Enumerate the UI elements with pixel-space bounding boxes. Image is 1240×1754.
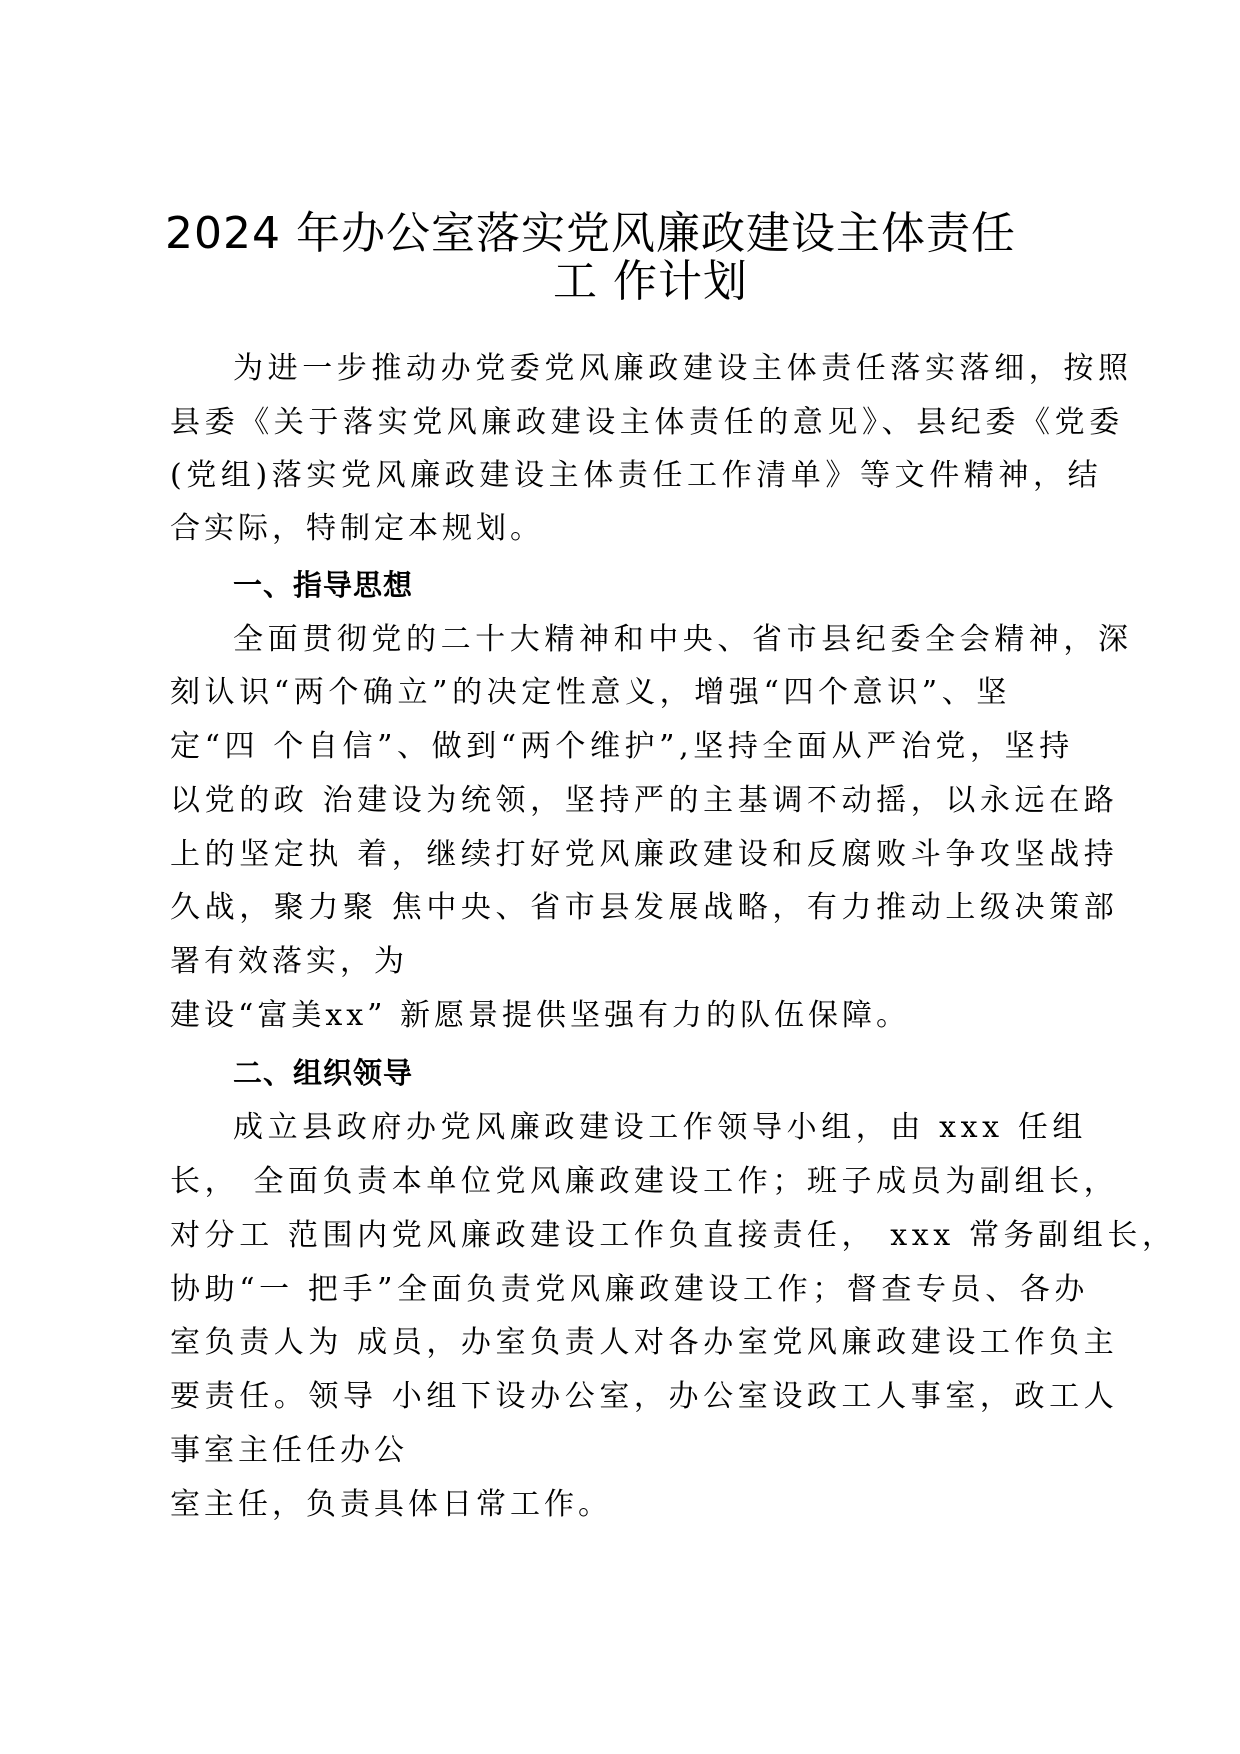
section1-line-5: 上的坚定执 着，继续打好党风廉政建设和反腐败斗争攻坚战持 [170, 837, 1119, 872]
section2-line-5: 室负责人为 成员，办室负责人对各办室党风廉政建设工作负主 [170, 1325, 1119, 1360]
section2-line-2: 长， 全面负责本单位党风廉政建设工作；班子成员为副组长， [170, 1164, 1119, 1199]
intro-line-4: 合实际，特制定本规划。 [170, 511, 544, 546]
section1-line-1: 全面贯彻党的二十大精神和中央、省市县纪委全会精神，深 [233, 622, 1133, 657]
section1-line-4: 以党的政 治建设为统领，坚持严的主基调不动摇，以永远在路 [170, 783, 1119, 818]
document-title-line-2: 工 作计划 [553, 256, 748, 307]
section-heading-organizational-leadership: 二、组织领导 [233, 1056, 414, 1090]
section-heading-guiding-ideology: 一、指导思想 [233, 568, 414, 602]
intro-line-2: 县委《关于落实党风廉政建设主体责任的意见》、县纪委《党委 [170, 405, 1124, 440]
section2-line-8: 室主任，负责具体日常工作。 [170, 1487, 612, 1522]
section2-line-6: 要责任。领导 小组下设办公室，办公室设政工人事室，政工人 [170, 1379, 1119, 1414]
section1-line-6: 久战，聚力聚 焦中央、省市县发展战略，有力推动上级决策部 [170, 890, 1119, 925]
section1-line-7: 署有效落实，为 [170, 944, 408, 979]
intro-line-1: 为进一步推动办党委党风廉政建设主体责任落实落细，按照 [233, 351, 1133, 386]
section1-line-3: 定“四 个自信”、做到“两个维护”,坚持全面从严治党，坚持 [170, 729, 1074, 764]
section1-line-8: 建设“富美xx” 新愿景提供坚强有力的队伍保障。 [170, 998, 911, 1033]
section2-line-3: 对分工 范围内党风廉政建设工作负直接责任， xxx 常务副组长， [170, 1218, 1177, 1253]
document-title-line-1: 2024 年办公室落实党风廉政建设主体责任 [165, 208, 1016, 259]
section1-line-2: 刻认识“两个确立”的决定性意义，增强“四个意识”、坚 [170, 675, 1011, 710]
section2-line-1: 成立县政府办党风廉政建设工作领导小组，由 xxx 任组 [233, 1110, 1088, 1145]
section2-line-4: 协助“一 把手”全面负责党风廉政建设工作；督查专员、各办 [170, 1272, 1090, 1307]
section2-line-7: 事室主任任办公 [170, 1433, 408, 1468]
intro-line-3: (党组)落实党风廉政建设主体责任工作清单》等文件精神，结 [170, 458, 1103, 493]
